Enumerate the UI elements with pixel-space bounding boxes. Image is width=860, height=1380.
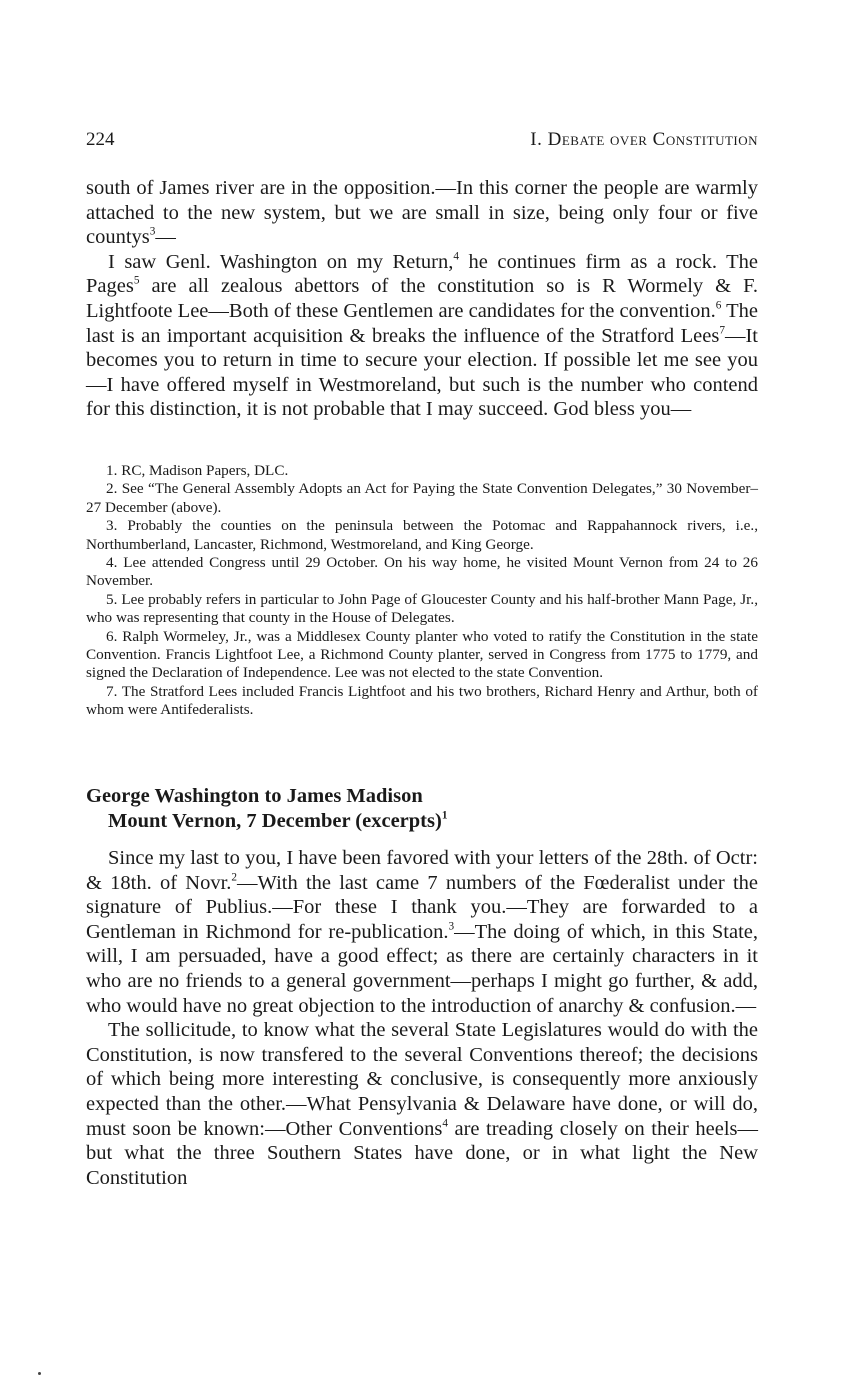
running-head <box>86 128 758 152</box>
paragraph-opposition: south of James river are in the opposition.—In this corner the people are warmly attached to the new system, but we are small in size, being only four or five countys$^3$— <box>86 177 758 249</box>
footnote-3: 3. Probably the counties on the peninsula between the Potomac and Rappahannock rivers, i.e., Northumberland, Lancaster, Richmond, Westmoreland, and King George. <box>86 517 758 553</box>
footnote-2: 2. See “The General Assembly Adopts an Act for Paying the State Convention Delegates,” 30 November–27 December (above). <box>86 480 758 516</box>
footnote-ref: 5 <box>133 274 140 287</box>
letter-body <box>86 846 758 1190</box>
document-heading <box>86 784 758 833</box>
footnote-6: 6. Ralph Wormeley, Jr., was a Middlesex County planter who voted to ratify the Constitution in the state Convention. Francis Lightfoot Lee, a Richmond County planter, served in Congress from 1775 to 1779, and signed the Declaration of Independence. Lee was not elected to the state Convention. <box>86 627 758 682</box>
footnote-4: 4. Lee attended Congress until 29 October. On his way home, he visited Mount Vernon from 24 to 26 November. <box>86 554 758 590</box>
scan-speck <box>38 1372 41 1375</box>
footnote-ref: 7 <box>719 324 725 337</box>
footnote-ref: 6 <box>715 299 722 312</box>
footnote-ref: 3 <box>149 225 156 238</box>
footnote-5: 5. Lee probably refers in particular to John Page of Gloucester County and his half-brother Mann Page, Jr., who was representing that county in the House of Delegates. <box>86 590 758 627</box>
paragraph-washington-visit: I saw Genl. Washington on my Return,$^4$ he continues firm as a rock. The Pages$^5$ are all zealous abettors of the constitution so is R Wormely & F. Lightfoote Lee—Both of these Gentlemen are candidates for the convention.$^6$ The last is an important acquisition & breaks the influence of the Stratford Lees$^7$—It becomes you to return in time to secure your election. If possible let me see you—I have offered myself in Westmoreland, but such is the number who contend for this distinction, it is not probable that I may succeed. God bless you— <box>86 250 759 421</box>
paragraph-sollicitude: The sollicitude, to know what the several State Legislatures would do with the Constitution, is now transfered to the several Conventions thereof; the decisions of which being more interesting & conclusive, is consequently more anxiously expected than the other.—What Pensylvania & Delaware have done, or will do, must soon be known:—Other Conventions$^4$ are treading closely on their heels—but what the three Southern States have done, or in what light the New Constitution <box>86 1019 758 1189</box>
heading-title: George Washington to James Madison <box>86 785 423 807</box>
footnote-ref: 1 <box>441 809 448 822</box>
footnote-ref: 3 <box>448 920 455 933</box>
footnote-7: 7. The Stratford Lees included Francis Lightfoot and his two brothers, Richard Henry and Arthur, both of whom were Antifederalists. <box>86 682 758 719</box>
footnote-ref: 2 <box>231 871 238 884</box>
footnote-ref: 4 <box>453 250 460 263</box>
heading-dateline: Mount Vernon, 7 December (excerpts)$^1$ <box>108 809 448 832</box>
running-head-title: I. Debate over Constitution <box>530 129 758 150</box>
footnotes <box>86 462 758 720</box>
footnote-ref: 4 <box>442 1117 448 1130</box>
paragraph-favored-letters: Since my last to you, I have been favored with your letters of the 28th. of Octr: & 18th. of Novr.$^2$—With the last came 7 numbers of the Fœderalist under the signature of Publius.—For these I thank you.—They are forwarded to a Gentleman in Richmond for re-publication.$^3$—The doing of which, in this State, will, I am persuaded, have a good effect; as there are certainly characters in it who are no friends to a general government—perhaps I might go further, & add, who would have no great objection to the introduction of anarchy & confusion.— <box>86 847 759 1017</box>
letter-continuation <box>86 176 758 422</box>
page-number: 224 <box>86 129 115 150</box>
footnote-1: 1. RC, Madison Papers, DLC. <box>106 462 289 479</box>
